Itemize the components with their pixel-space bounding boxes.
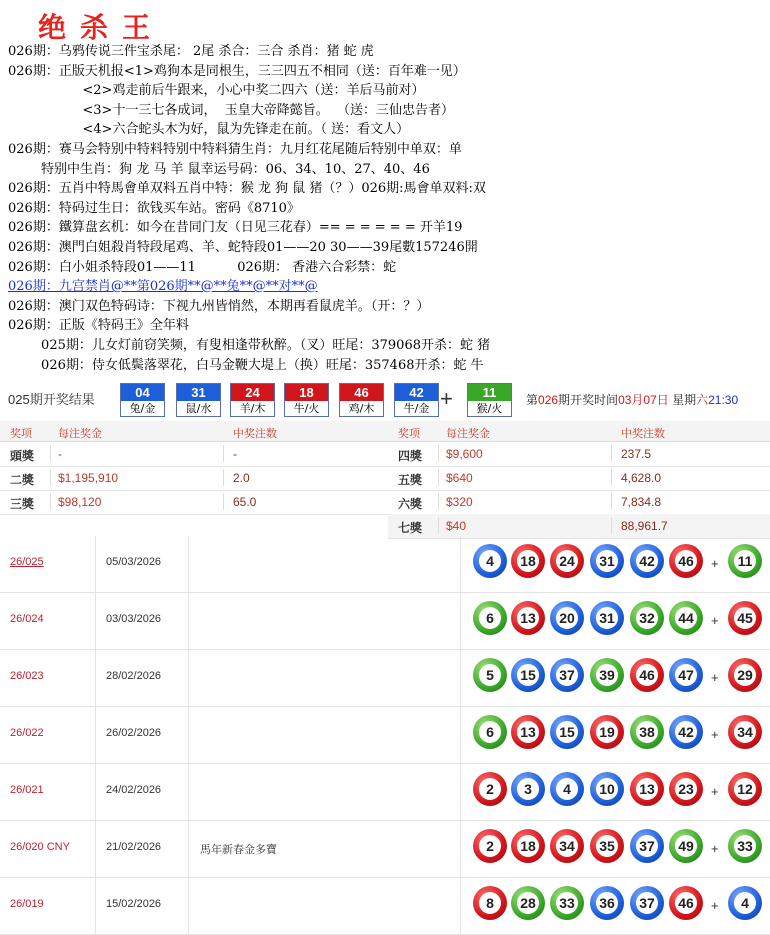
prize-amount: $40: [446, 519, 467, 533]
ball-number: 34: [734, 721, 756, 743]
text-line: 026期：乌鸦传说三件宝杀尾： 2尾 杀合：三合 杀肖：猪 蛇 虎: [8, 44, 374, 59]
lottery-ball: [511, 658, 545, 692]
special-ball: [467, 383, 512, 417]
history-row: [0, 650, 770, 707]
lottery-ball: [550, 772, 584, 806]
cell-divider: [223, 469, 224, 486]
lottery-ball: [550, 715, 584, 749]
draw-result-bar: [0, 380, 770, 420]
result-ball: [230, 383, 275, 417]
ball-number: 44: [675, 607, 697, 629]
text-line: 特别中生肖：狗 龙 马 羊 鼠幸运号码：06、34、10、27、40、46: [8, 161, 430, 177]
cell-divider: [438, 517, 439, 534]
lottery-ball: [473, 715, 507, 749]
column-divider: [460, 536, 461, 592]
draw-date: 26/02/2026: [106, 727, 162, 739]
lottery-ball: [550, 886, 584, 920]
prize-amount: $98,120: [58, 495, 102, 509]
ball-number: 12: [734, 778, 756, 800]
ball-zodiac: 猴/火: [476, 402, 503, 415]
prediction-text-block: [8, 42, 768, 375]
lottery-ball: [511, 772, 545, 806]
ball-number: 24: [556, 550, 578, 572]
ball-number: 38: [636, 721, 658, 743]
lottery-ball: [550, 544, 584, 578]
column-divider: [188, 536, 189, 592]
lottery-ball: [590, 658, 624, 692]
history-row: [0, 593, 770, 650]
ball-number: 18: [285, 384, 328, 401]
result-ball: [176, 383, 221, 417]
prize-label: 三獎: [10, 497, 35, 511]
ball-number: 37: [636, 892, 658, 914]
ball-zodiac: 鸡/木: [348, 402, 375, 415]
ball-number: 46: [675, 892, 697, 914]
column-divider: [188, 764, 189, 820]
text-line: 026期：五肖中特馬會单双料五肖中特：猴 龙 狗 鼠 猪（？）026期:馬會单双料:双: [8, 181, 486, 197]
ball-number: 42: [675, 721, 697, 743]
prize-count: 4,628.0: [621, 471, 662, 485]
next-draw-info: 第026期开奖时间03月07日 星期六21:30: [526, 393, 739, 407]
history-row: [0, 821, 770, 878]
column-divider: [460, 707, 461, 763]
ball-number: 36: [596, 892, 618, 914]
ball-zodiac: 兔/金: [129, 402, 156, 415]
text-line: 026期：正版《特码王》全年料: [8, 318, 189, 334]
draw-date: 15/02/2026: [106, 898, 162, 910]
draw-period: 26/019: [10, 898, 44, 910]
prize-count: 7,834.8: [621, 495, 662, 509]
prize-row: [388, 466, 770, 491]
lottery-ball: [511, 601, 545, 635]
plus-sign: +: [711, 784, 719, 799]
draw-period: 26/020 CNY: [10, 841, 70, 853]
plus-sign: +: [711, 898, 719, 913]
cell-divider: [50, 445, 51, 462]
text-line: 026期：侍女低鬓落翠花，白马金鞭大堤上（换）旺尾：357468开杀：蛇 牛: [8, 357, 484, 373]
prize-amount: $320: [446, 495, 473, 509]
text-line: 026期：澳門白姐殺肖特段尾鸡、羊、蛇特段01——20 30——39尾數157246開: [8, 239, 478, 255]
ball-number: 42: [636, 550, 658, 572]
cell-divider: [50, 493, 51, 510]
draw-period: 26/024: [10, 613, 44, 625]
lottery-ball: [511, 886, 545, 920]
text-line: 026期：特码过生日：欲钱买车站。密码《8710》: [8, 200, 300, 216]
ball-number: 13: [517, 607, 539, 629]
ball-number: 28: [517, 892, 539, 914]
column-divider: [460, 764, 461, 820]
result-ball: [120, 383, 165, 417]
history-row: [0, 536, 770, 593]
ball-number: 23: [675, 778, 697, 800]
ball-number: 4: [734, 892, 756, 914]
prize-label: 四獎: [398, 449, 423, 463]
prize-count: 2.0: [233, 471, 250, 485]
ball-number: 15: [556, 721, 578, 743]
result-ball: [339, 383, 384, 417]
ball-number: 2: [479, 778, 501, 800]
plus-sign: +: [711, 613, 719, 628]
column-divider: [188, 821, 189, 877]
lottery-ball: [669, 658, 703, 692]
ball-number: 15: [517, 664, 539, 686]
ball-number: 24: [231, 384, 274, 401]
cell-divider: [438, 493, 439, 510]
ball-number: 31: [596, 550, 618, 572]
lottery-ball: [550, 829, 584, 863]
text-line: 026期：白小姐杀特段01——11 026期： 香港六合彩禁：蛇: [8, 259, 397, 275]
history-row: [0, 878, 770, 935]
column-divider: [188, 650, 189, 706]
prize-label: 六獎: [398, 497, 423, 511]
draw-period: 26/023: [10, 670, 44, 682]
prize-row: [0, 442, 388, 467]
ball-number: 31: [596, 607, 618, 629]
text-line: <4>六合蛇头木为好，鼠为先锋走在前。（ 送：看文人）: [8, 122, 410, 138]
column-divider: [460, 878, 461, 934]
column-divider: [95, 650, 96, 706]
ball-number: 31: [177, 384, 220, 401]
cell-divider: [611, 469, 612, 486]
column-divider: [188, 707, 189, 763]
special-ball: [728, 772, 762, 806]
ball-number: 49: [675, 835, 697, 857]
lottery-ball: [550, 601, 584, 635]
ball-number: 34: [556, 835, 578, 857]
ball-number: 42: [395, 384, 438, 401]
ball-number: 10: [596, 778, 618, 800]
lottery-ball: [630, 829, 664, 863]
ball-number: 2: [479, 835, 501, 857]
prize-row: [0, 490, 388, 515]
cell-divider: [611, 517, 612, 534]
cell-divider: [50, 469, 51, 486]
cell-divider: [611, 493, 612, 510]
prize-label: 二獎: [10, 473, 35, 487]
draw-period: 26/021: [10, 784, 44, 796]
prize-count: -: [233, 447, 237, 461]
column-divider: [95, 764, 96, 820]
ball-number: 6: [479, 721, 501, 743]
lottery-ball: [669, 601, 703, 635]
text-line: 026期：澳门双色特码诗：下视九州皆悄然，本期再看鼠虎羊。（开：？）: [8, 298, 430, 314]
lottery-ball: [511, 544, 545, 578]
prize-count: 88,961.7: [621, 519, 668, 533]
prize-header: 奖项 每注奖金 中奖注数 奖项 每注奖金 中奖注数: [0, 421, 770, 442]
lottery-ball: [630, 601, 664, 635]
history-row: [0, 707, 770, 764]
cell-divider: [223, 493, 224, 510]
ball-number: 46: [675, 550, 697, 572]
ball-number: 4: [479, 550, 501, 572]
ball-number: 11: [734, 550, 756, 572]
lottery-ball: [630, 772, 664, 806]
ball-number: 5: [479, 664, 501, 686]
column-divider: [460, 650, 461, 706]
ball-number: 37: [556, 664, 578, 686]
special-ball: [728, 544, 762, 578]
prize-amount: $640: [446, 471, 473, 485]
draw-date: 28/02/2026: [106, 670, 162, 682]
lottery-ball: [511, 715, 545, 749]
column-divider: [95, 878, 96, 934]
draw-date: 05/03/2026: [106, 556, 162, 568]
lottery-ball: [590, 886, 624, 920]
special-ball: [728, 715, 762, 749]
ball-number: 11: [468, 384, 511, 401]
column-divider: [95, 707, 96, 763]
prize-amount: $9,600: [446, 447, 483, 461]
lottery-ball: [630, 886, 664, 920]
text-line: 026期：鐵算盘玄机：如今在昔同门友（日见三花春）== = = = = = 开羊19: [8, 220, 463, 236]
text-line: <2>鸡走前后牛跟来，小心中奖二四六（送：羊后马前对）: [8, 83, 425, 99]
ball-number: 18: [517, 835, 539, 857]
lottery-ball: [590, 544, 624, 578]
prize-count: 237.5: [621, 447, 652, 461]
prize-amount: $1,195,910: [58, 471, 119, 485]
ball-number: 29: [734, 664, 756, 686]
special-ball: [728, 601, 762, 635]
ball-number: 6: [479, 607, 501, 629]
ball-number: 32: [636, 607, 658, 629]
draw-date: 03/03/2026: [106, 613, 162, 625]
prize-row: [388, 490, 770, 515]
jiugong-link[interactable]: 026期：九宫禁肖@**第026期**@**兔**@**对**@: [8, 279, 318, 295]
ball-number: 20: [556, 607, 578, 629]
lottery-ball: [473, 544, 507, 578]
result-ball: [394, 383, 439, 417]
history-row: [0, 764, 770, 821]
prize-row: [0, 466, 388, 491]
ball-number: 04: [121, 384, 164, 401]
draw-date: 21/02/2026: [106, 841, 162, 853]
lottery-ball: [669, 829, 703, 863]
lottery-ball: [550, 658, 584, 692]
column-divider: [188, 878, 189, 934]
ball-number: 33: [556, 892, 578, 914]
ball-zodiac: 牛/金: [403, 402, 430, 415]
lottery-ball: [630, 715, 664, 749]
prize-amount: -: [58, 447, 62, 461]
special-ball: [728, 658, 762, 692]
special-ball: [728, 886, 762, 920]
ball-number: 3: [517, 778, 539, 800]
prize-label: 七獎: [398, 521, 423, 535]
cell-divider: [611, 445, 612, 462]
plus-sign: +: [711, 670, 719, 685]
lottery-ball: [473, 658, 507, 692]
plus-sign: +: [711, 556, 719, 571]
cell-divider: [223, 445, 224, 462]
column-divider: [95, 593, 96, 649]
ball-number: 47: [675, 664, 697, 686]
lottery-ball: [630, 544, 664, 578]
page-title: 绝杀王: [38, 11, 165, 44]
column-divider: [95, 536, 96, 592]
cell-divider: [438, 469, 439, 486]
draw-period: 26/022: [10, 727, 44, 739]
cell-divider: [438, 445, 439, 462]
ball-number: 8: [479, 892, 501, 914]
result-ball: [284, 383, 329, 417]
column-divider: [95, 821, 96, 877]
text-line: 025期：儿女灯前窃笑频，有叟相逢带秋醉。（叉）旺尾：379068开杀：蛇 猪: [8, 337, 491, 353]
lottery-ball: [473, 829, 507, 863]
lottery-ball: [473, 886, 507, 920]
column-divider: [460, 821, 461, 877]
ball-number: 37: [636, 835, 658, 857]
prize-row: [388, 442, 770, 467]
lottery-ball: [630, 658, 664, 692]
lottery-ball: [473, 601, 507, 635]
draw-date: 24/02/2026: [106, 784, 162, 796]
lottery-ball: [590, 601, 624, 635]
ball-zodiac: 羊/木: [239, 402, 266, 415]
draw-period[interactable]: 26/025: [10, 556, 44, 568]
lottery-ball: [669, 772, 703, 806]
ball-number: 35: [596, 835, 618, 857]
ball-number: 13: [517, 721, 539, 743]
plus-sign: +: [711, 727, 719, 742]
lottery-ball: [473, 772, 507, 806]
prize-table: [0, 421, 770, 535]
plus-sign: +: [711, 841, 719, 856]
ball-number: 46: [340, 384, 383, 401]
text-line: <3>十一三七各成词， 玉皇大帝降懿旨。 （送：三仙忠告者）: [8, 102, 454, 118]
lottery-ball: [669, 544, 703, 578]
plus-sign: +: [440, 386, 453, 411]
prize-label: 頭獎: [10, 449, 35, 463]
ball-number: 45: [734, 607, 756, 629]
lottery-ball: [590, 715, 624, 749]
lottery-ball: [669, 715, 703, 749]
ball-number: 19: [596, 721, 618, 743]
ball-number: 13: [636, 778, 658, 800]
text-line: 026期：赛马会特别中特料特别中特料猜生肖：九月红花尾随后特别中单双：单: [8, 141, 462, 157]
prize-count: 65.0: [233, 495, 257, 509]
column-divider: [188, 593, 189, 649]
lottery-ball: [511, 829, 545, 863]
ball-number: 33: [734, 835, 756, 857]
lottery-ball: [669, 886, 703, 920]
ball-zodiac: 鼠/水: [185, 402, 212, 415]
ball-zodiac: 牛/火: [293, 402, 320, 415]
special-ball: [728, 829, 762, 863]
ball-number: 4: [556, 778, 578, 800]
column-divider: [460, 593, 461, 649]
text-line: 026期：正版天机报<1>鸡狗本是同根生，三三四五不相同（送：百年难一见）: [8, 63, 466, 79]
lottery-ball: [590, 829, 624, 863]
result-label: 025期开奖结果: [8, 392, 95, 407]
ball-number: 18: [517, 550, 539, 572]
draw-note: 馬年新春金多寶: [200, 844, 277, 856]
ball-number: 46: [636, 664, 658, 686]
ball-number: 39: [596, 664, 618, 686]
lottery-ball: [590, 772, 624, 806]
prize-label: 五獎: [398, 473, 423, 487]
